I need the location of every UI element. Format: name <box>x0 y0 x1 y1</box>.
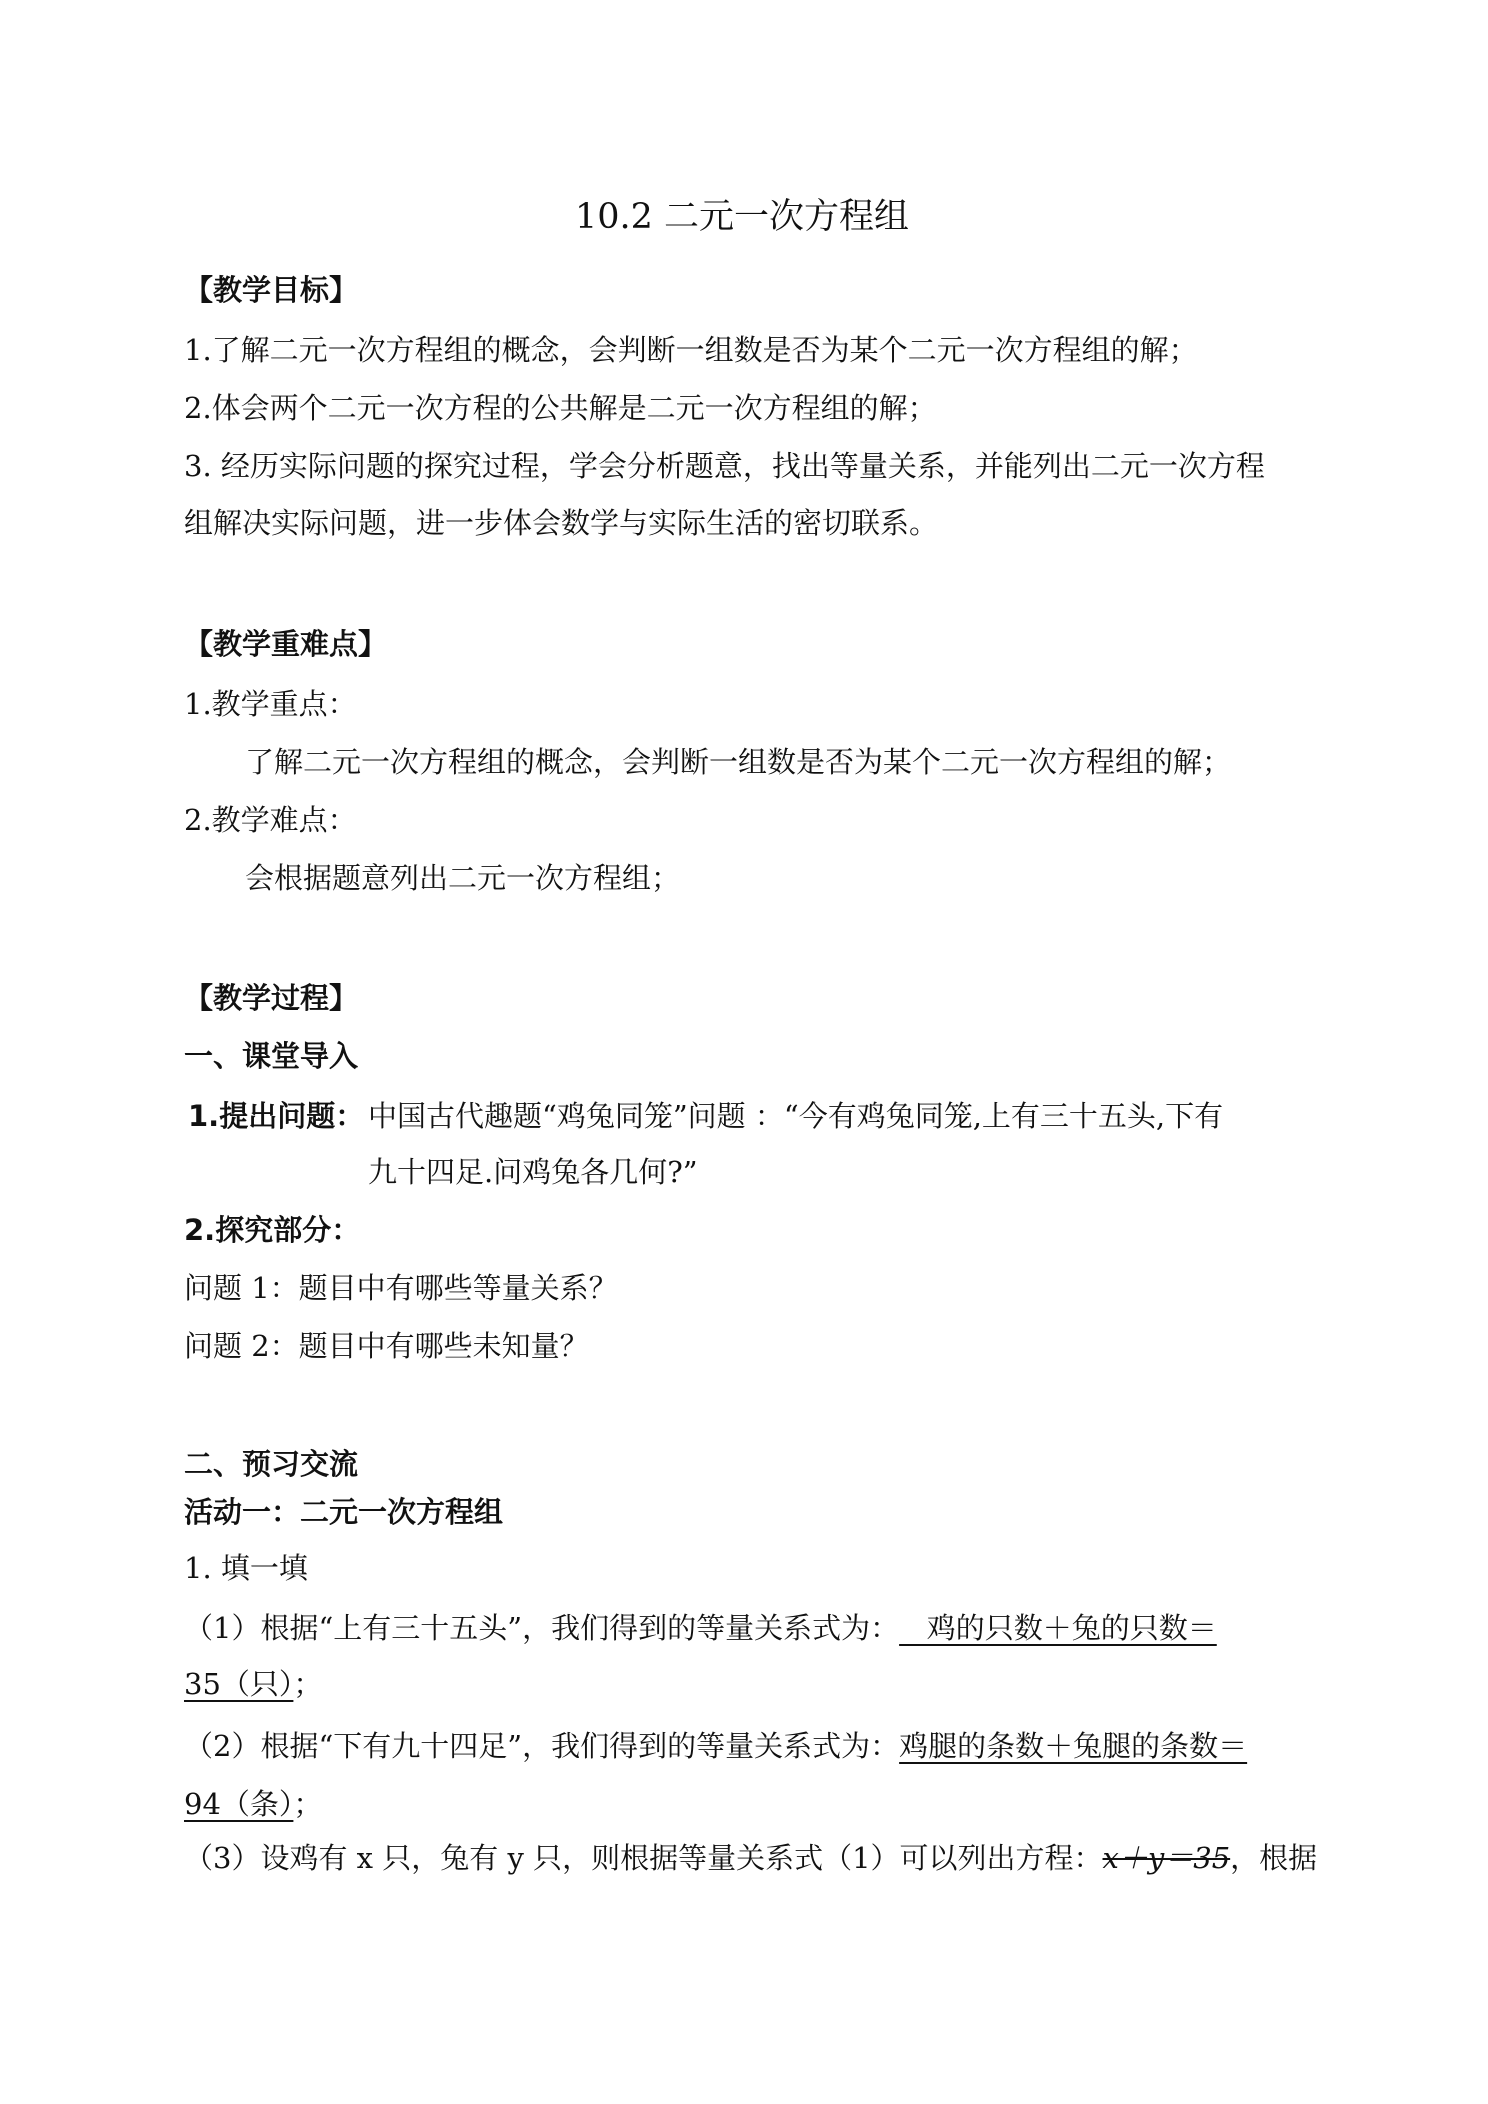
question-text-line1: 中国古代趣题“鸡兔同笼”问题 ：“今有鸡兔同笼,上有三十五头,下有 <box>368 1099 1224 1133</box>
fill-item-3-suffix: ，根据 <box>1230 1841 1318 1875</box>
keypoints-heading: 【教学重难点】 <box>184 627 388 661</box>
fill-item-1-answer-cont: 35（只） <box>184 1667 294 1701</box>
question-label: 1.提出问题： <box>188 1099 365 1133</box>
fill-item-2 <box>184 1726 1247 1766</box>
focus-text: 了解二元一次方程组的概念，会判断一组数是否为某个二元一次方程组的解； <box>245 745 1232 779</box>
explore-label: 2.探究部分： <box>184 1213 361 1247</box>
focus-label: 1.教学重点： <box>184 687 357 721</box>
question-2: 问题 2：题目中有哪些未知量？ <box>184 1329 589 1363</box>
fill-item-2-answer-cont: 94（条） <box>184 1787 294 1821</box>
question-1: 问题 1：题目中有哪些等量关系？ <box>184 1271 618 1305</box>
goal-item-2: 2.体会两个二元一次方程的公共解是二元一次方程组的解； <box>184 391 937 425</box>
fill-item-3-equation: x＋y＝35 <box>1102 1841 1231 1875</box>
goal-item-1: 1.了解二元一次方程组的概念，会判断一组数是否为某个二元一次方程组的解； <box>184 333 1198 367</box>
page-title: 10.2 二元一次方程组 <box>575 197 910 237</box>
goal-item-3-cont: 组解决实际问题，进一步体会数学与实际生活的密切联系。 <box>184 506 939 540</box>
teaching-goals-heading: 【教学目标】 <box>184 273 359 307</box>
fill-item-1-end: ； <box>293 1667 323 1701</box>
fill-item-2-cont <box>184 1784 322 1824</box>
fill-item-1-cont <box>184 1664 322 1704</box>
activity-1-heading: 活动一：二元一次方程组 <box>184 1495 504 1529</box>
fill-item-1-answer: 鸡的只数＋兔的只数＝ <box>899 1611 1217 1645</box>
section-preview-heading: 二、预习交流 <box>184 1447 359 1481</box>
fill-item-3-prompt: （3）设鸡有 x 只，兔有 y 只，则根据等量关系式（1）可以列出方程： <box>184 1841 1103 1875</box>
fill-item-2-prompt: （2）根据“下有九十四足”，我们得到的等量关系式为： <box>184 1729 900 1763</box>
goal-item-3: 3. 经历实际问题的探究过程，学会分析题意，找出等量关系，并能列出二元一次方程 <box>184 449 1265 483</box>
difficulty-text: 会根据题意列出二元一次方程组； <box>245 861 681 895</box>
fill-in-label: 1. 填一填 <box>184 1551 308 1585</box>
section-intro-heading: 一、课堂导入 <box>184 1039 359 1073</box>
difficulty-label: 2.教学难点： <box>184 803 357 837</box>
fill-item-2-answer: 鸡腿的条数＋兔腿的条数＝ <box>899 1729 1248 1763</box>
fill-item-3 <box>184 1838 1317 1878</box>
fill-item-1-prompt: （1）根据“上有三十五头”，我们得到的等量关系式为： <box>184 1611 900 1645</box>
fill-item-2-end: ； <box>293 1787 323 1821</box>
question-text-line2: 九十四足.问鸡兔各几何?” <box>368 1155 698 1189</box>
process-heading: 【教学过程】 <box>184 981 359 1015</box>
fill-item-1 <box>184 1608 1217 1648</box>
